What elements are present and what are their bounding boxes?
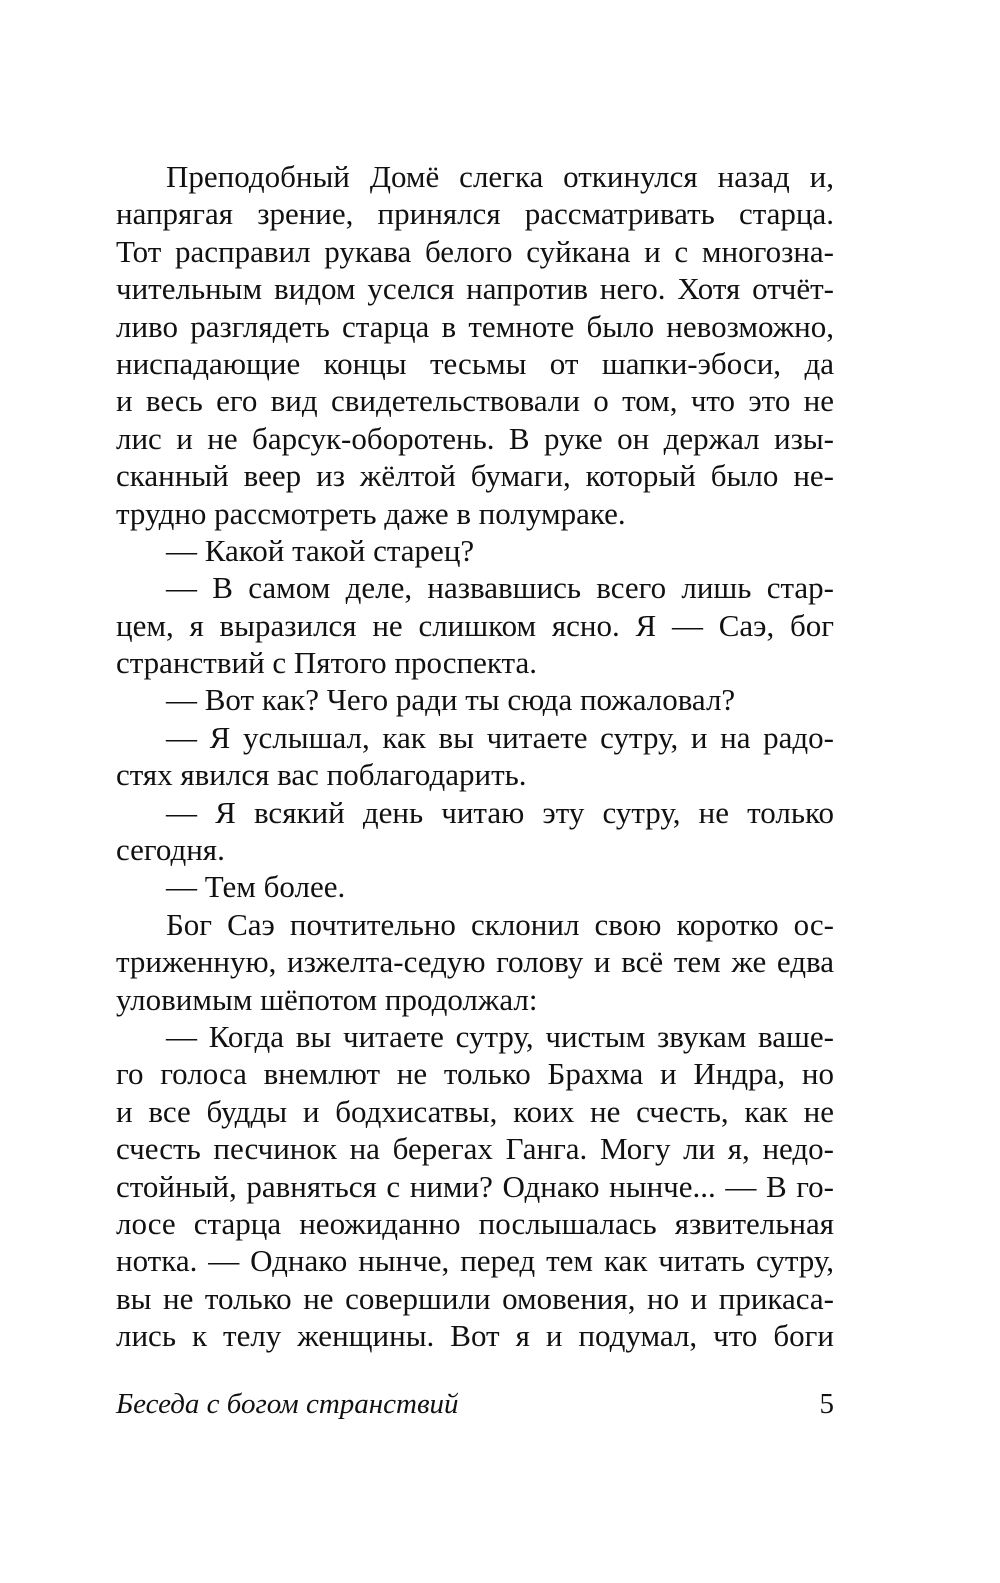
text-line: лосе старца неожиданно послышалась язвительная [116, 1205, 834, 1241]
text-line: ливо разглядеть старца в темноте было невозможно, [116, 308, 834, 344]
text-line: Тот расправил рукава белого суйкана и с многозна- [116, 233, 834, 269]
text-line: ниспадающие концы тесьмы от шапки-эбоси, да [116, 345, 834, 381]
text-line: — Какой такой старец? [166, 532, 475, 568]
text-line: триженную, изжелта-седую голову и всё тем же едва [116, 944, 834, 980]
text-line: лись к телу женщины. Вот я и подумал, что боги [116, 1318, 834, 1354]
body-text [116, 158, 834, 1355]
text-line: — Когда вы читаете сутру, чистым звукам ваше- [166, 1018, 834, 1054]
text-line: и весь его вид свидетельствовали о том, что это не [116, 383, 834, 419]
text-line: — Я всякий день читаю эту сутру, не только [166, 794, 834, 830]
text-line: — Тем более. [166, 869, 346, 905]
page-footer [116, 1388, 834, 1428]
running-title: Беседа с богом странствий [116, 1388, 459, 1420]
text-line: сегодня. [116, 832, 225, 868]
text-line: цем, я выразился не слишком ясно. Я — Саэ, бог [116, 607, 834, 643]
text-line: стях явился вас поблагодарить. [116, 757, 527, 793]
text-line: лис и не барсук-оборотень. В руке он держал изы- [116, 420, 834, 456]
text-line: и все будды и бодхисатвы, коих не счесть, как не [116, 1093, 834, 1129]
text-line: чительным видом уселся напротив него. Хотя отчёт- [116, 271, 834, 307]
text-line: Бог Саэ почтительно склонил свою коротко ос- [166, 906, 834, 942]
page-number: 5 [819, 1388, 834, 1420]
text-line: напрягая зрение, принялся рассматривать старца. [116, 196, 834, 232]
text-line: вы не только не совершили омовения, но и прикаса- [116, 1280, 834, 1316]
text-line: уловимым шёпотом продолжал: [116, 981, 538, 1017]
text-line: нотка. — Однако нынче, перед тем как читать сутру, [116, 1243, 834, 1279]
text-line: — В самом деле, назвавшись всего лишь стар- [166, 570, 834, 606]
text-line: сканный веер из жёлтой бумаги, который было не- [116, 458, 834, 494]
text-line: Преподобный Домё слегка откинулся назад и, [166, 159, 834, 194]
text-line: странствий с Пятого проспекта. [116, 645, 537, 681]
text-line: го голоса внемлют не только Брахма и Индра, но [116, 1056, 834, 1092]
text-line: трудно рассмотреть даже в полумраке. [116, 495, 626, 531]
text-line: — Вот как? Чего ради ты сюда пожаловал? [166, 682, 736, 718]
text-line: стойный, равняться с ними? Однако нынче... — В го- [116, 1168, 834, 1204]
text-line: — Я услышал, как вы читаете сутру, и на радо- [166, 719, 834, 755]
text-line: счесть песчинок на берегах Ганга. Могу ли я, недо- [116, 1131, 834, 1167]
